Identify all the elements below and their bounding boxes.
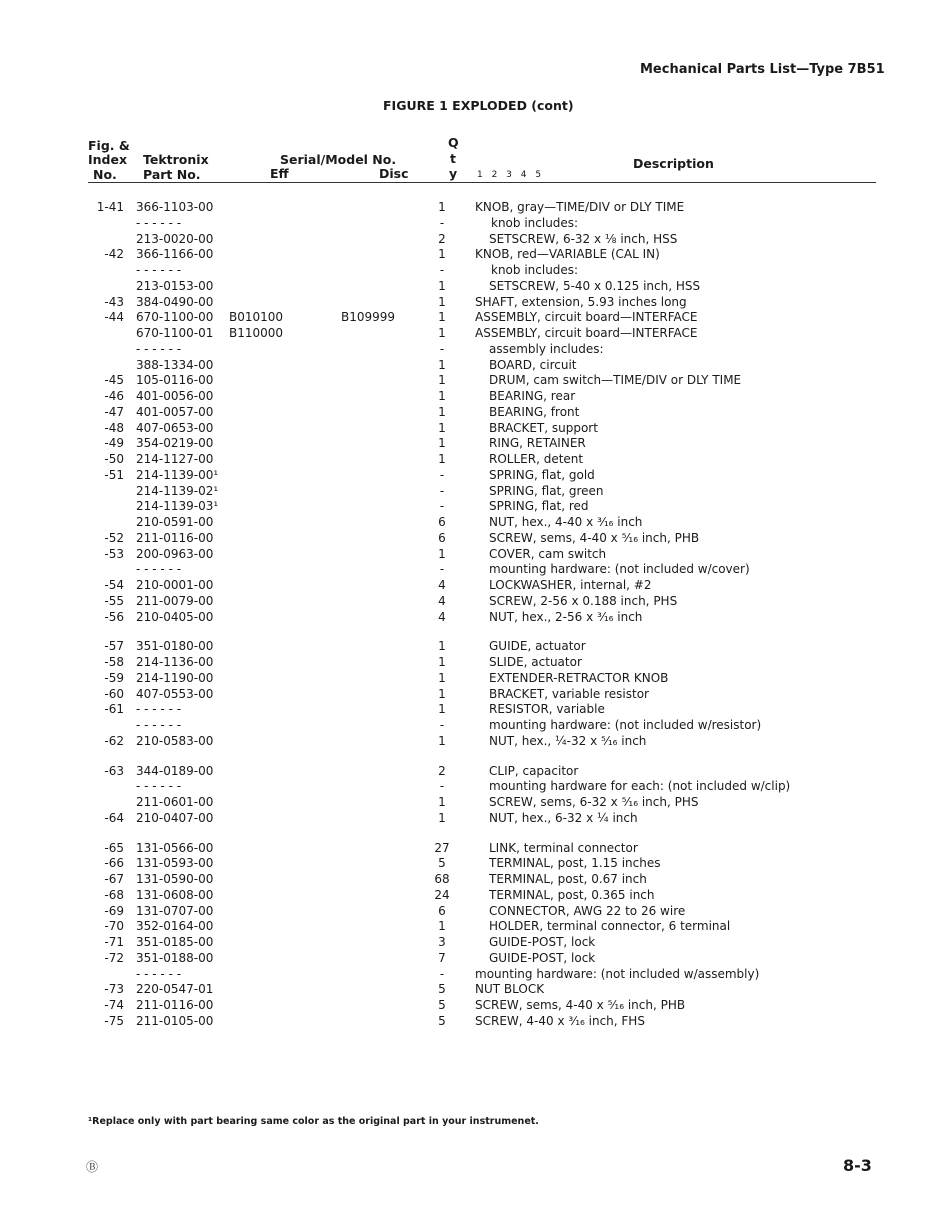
row-description: mounting hardware: (not included w/assembly) — [475, 966, 760, 981]
col-eff: Eff — [270, 166, 289, 181]
row-description: assembly includes: — [489, 341, 604, 356]
row-part-number: 344-0189-00 — [136, 763, 214, 778]
row-quantity: 1 — [438, 247, 446, 262]
row-quantity: 1 — [438, 294, 446, 309]
row-index: -45 — [104, 373, 124, 388]
row-description: KNOB, red—VARIABLE (CAL IN) — [475, 247, 660, 262]
row-description: SLIDE, actuator — [489, 655, 582, 669]
row-quantity: 1 — [438, 733, 446, 748]
row-description: SPRING, flat, green — [489, 483, 604, 498]
table-row — [88, 841, 878, 856]
row-description: mounting hardware: (not included w/cover) — [489, 562, 750, 577]
row-quantity: 5 — [438, 998, 446, 1012]
row-part-number: 105-0116-00 — [136, 373, 214, 388]
row-quantity: - — [439, 499, 445, 514]
row-description: knob includes: — [491, 263, 579, 277]
row-description: SCREW, sems, 6-32 x ⁵⁄₁₆ inch, PHS — [489, 795, 699, 809]
row-quantity: 68 — [434, 872, 450, 886]
table-row — [88, 232, 878, 247]
row-part-number: 214-1139-03¹ — [136, 499, 219, 514]
row-part-number: 401-0056-00 — [136, 389, 214, 403]
table-row — [88, 764, 878, 779]
row-description: RING, RETAINER — [489, 436, 586, 451]
qty-indent-digits: 1 2 3 4 5 — [477, 170, 545, 180]
row-index: -50 — [104, 452, 124, 466]
row-description: GUIDE, actuator — [489, 639, 586, 654]
row-description: RESISTOR, variable — [489, 702, 605, 717]
col-tektronix-line1: Tektronix — [143, 152, 209, 167]
table-row — [88, 734, 878, 749]
row-quantity: 7 — [438, 950, 446, 965]
row-quantity: 1 — [438, 373, 446, 388]
row-quantity: 1 — [438, 436, 446, 451]
row-description: LOCKWASHER, internal, #2 — [489, 578, 652, 592]
table-row — [88, 405, 878, 420]
row-part-number: 351-0180-00 — [136, 639, 214, 654]
row-quantity: 5 — [438, 1013, 446, 1028]
col-fig-index-line1: Fig. & — [88, 138, 130, 153]
row-index: -42 — [104, 247, 124, 262]
row-quantity: 1 — [438, 686, 446, 701]
row-part-number: 131-0707-00 — [136, 903, 214, 918]
table-row — [88, 872, 878, 887]
row-index: -60 — [104, 686, 124, 701]
header-title: Mechanical Parts List—Type 7B51 — [640, 62, 885, 77]
row-part-number: 210-0405-00 — [136, 609, 214, 624]
row-part-number: 366-1166-00 — [136, 247, 214, 262]
table-row — [88, 515, 878, 530]
row-quantity: 24 — [434, 887, 450, 902]
row-index: -63 — [104, 763, 124, 778]
row-part-number: 211-0079-00 — [136, 593, 214, 608]
col-description: Description — [633, 156, 714, 171]
figure-title: FIGURE 1 EXPLODED (cont) — [383, 98, 574, 113]
row-quantity: 2 — [438, 763, 446, 778]
row-part-number: 366-1103-00 — [136, 200, 214, 214]
row-part-number: 131-0593-00 — [136, 856, 214, 871]
row-index: -53 — [104, 546, 124, 561]
row-index: -52 — [104, 530, 124, 545]
row-part-number: 211-0116-00 — [136, 530, 214, 545]
col-tektronix-line2: Part No. — [143, 167, 201, 182]
col-qty-t: t — [450, 151, 456, 166]
row-quantity: 1 — [438, 278, 446, 293]
row-description: SCREW, 4-40 x ³⁄₁₆ inch, FHS — [475, 1013, 645, 1028]
row-part-number: 210-0001-00 — [136, 578, 214, 592]
row-part-number: 211-0116-00 — [136, 998, 214, 1012]
row-part-number: 351-0188-00 — [136, 950, 214, 965]
row-description: mounting hardware: (not included w/resistor) — [489, 718, 762, 732]
row-index: -67 — [104, 872, 124, 886]
table-row — [88, 578, 878, 593]
row-part-number: 220-0547-01 — [136, 982, 214, 997]
row-description: ROLLER, detent — [489, 452, 584, 466]
row-description: SETSCREW, 6-32 x ⅛ inch, HSS — [489, 231, 678, 246]
row-quantity: - — [439, 779, 445, 794]
row-quantity: 1 — [438, 326, 446, 340]
row-quantity: 1 — [438, 810, 446, 825]
table-row — [88, 904, 878, 919]
row-description: GUIDE-POST, lock — [489, 935, 596, 949]
row-serial-disc: B109999 — [341, 310, 396, 325]
row-quantity: - — [439, 718, 445, 732]
row-quantity: 4 — [438, 593, 446, 608]
row-part-number: - - - - - - — [136, 562, 182, 577]
row-part-number: 131-0590-00 — [136, 872, 214, 886]
row-part-number: 401-0057-00 — [136, 404, 214, 419]
row-index: -58 — [104, 655, 124, 669]
table-row — [88, 795, 878, 810]
row-index: -54 — [104, 578, 124, 592]
row-quantity: 1 — [438, 795, 446, 809]
row-index: -47 — [104, 404, 124, 419]
row-index: -48 — [104, 420, 124, 435]
row-quantity: 5 — [438, 856, 446, 871]
row-description: SPRING, flat, red — [489, 499, 589, 514]
row-part-number: 407-0553-00 — [136, 686, 214, 701]
table-row — [88, 216, 878, 231]
row-index: -59 — [104, 670, 124, 685]
table-row — [88, 702, 878, 717]
row-description: GUIDE-POST, lock — [489, 950, 596, 965]
table-row — [88, 856, 878, 871]
row-index: -72 — [104, 950, 124, 965]
table-row — [88, 1014, 878, 1029]
table-row — [88, 436, 878, 451]
row-part-number: - - - - - - — [136, 718, 182, 732]
row-description: NUT, hex., ¼-32 x ⁵⁄₁₆ inch — [489, 733, 647, 748]
row-quantity: 4 — [438, 609, 446, 624]
row-quantity: 1 — [438, 357, 446, 372]
row-index: -66 — [104, 856, 124, 871]
table-row — [88, 967, 878, 982]
table-row — [88, 389, 878, 404]
row-quantity: 6 — [438, 530, 446, 545]
header-rule — [88, 182, 876, 183]
row-quantity: 1 — [438, 452, 446, 466]
col-serial: Serial/Model No. — [280, 152, 397, 167]
table-row — [88, 779, 878, 794]
row-index: -73 — [104, 982, 124, 997]
row-index: -55 — [104, 593, 124, 608]
row-part-number: 210-0407-00 — [136, 810, 214, 825]
row-quantity: 27 — [434, 840, 450, 855]
table-row — [88, 326, 878, 341]
row-index: -57 — [104, 639, 124, 654]
row-index: -68 — [104, 887, 124, 902]
row-quantity: - — [439, 966, 445, 981]
row-index: -56 — [104, 609, 124, 624]
row-description: NUT, hex., 2-56 x ³⁄₁₆ inch — [489, 609, 643, 624]
row-index: -70 — [104, 919, 124, 934]
row-description: TERMINAL, post, 0.365 inch — [489, 887, 655, 902]
row-description: SCREW, sems, 4-40 x ⁵⁄₁₆ inch, PHB — [475, 998, 686, 1012]
row-description: BEARING, front — [489, 404, 580, 419]
row-quantity: - — [439, 562, 445, 577]
row-index: -61 — [104, 702, 124, 717]
table-row — [88, 935, 878, 950]
row-part-number: 211-0601-00 — [136, 795, 214, 809]
table-row — [88, 610, 878, 625]
row-description: CONNECTOR, AWG 22 to 26 wire — [489, 903, 686, 918]
row-quantity: 1 — [438, 639, 446, 654]
row-index: -46 — [104, 389, 124, 403]
row-part-number: 351-0185-00 — [136, 935, 214, 949]
row-index: -44 — [104, 310, 124, 325]
table-row — [88, 671, 878, 686]
revision-mark: Ⓑ — [86, 1160, 99, 1174]
row-description: BRACKET, variable resistor — [489, 686, 649, 701]
row-part-number: 210-0591-00 — [136, 515, 214, 529]
table-row — [88, 499, 878, 514]
row-description: COVER, cam switch — [489, 546, 607, 561]
table-row — [88, 531, 878, 546]
row-quantity: - — [439, 467, 445, 482]
table-row — [88, 951, 878, 966]
col-fig-index-line3: No. — [93, 167, 117, 182]
table-row — [88, 998, 878, 1013]
row-part-number: 213-0020-00 — [136, 231, 214, 246]
row-part-number: 670-1100-01 — [136, 326, 214, 340]
row-description: ASSEMBLY, circuit board—INTERFACE — [475, 310, 698, 325]
row-index: -62 — [104, 733, 124, 748]
table-row — [88, 687, 878, 702]
row-index: -71 — [104, 935, 124, 949]
row-description: BRACKET, support — [489, 420, 598, 435]
row-description: SCREW, sems, 4-40 x ⁵⁄₁₆ inch, PHB — [489, 530, 700, 545]
table-row — [88, 594, 878, 609]
row-description: LINK, terminal connector — [489, 840, 638, 855]
row-description: SCREW, 2-56 x 0.188 inch, PHS — [489, 593, 678, 608]
row-index: 1-41 — [96, 200, 124, 214]
row-part-number: 131-0608-00 — [136, 887, 214, 902]
row-part-number: 131-0566-00 — [136, 840, 214, 855]
page-number: 8-3 — [843, 1156, 872, 1175]
col-disc: Disc — [379, 166, 409, 181]
row-quantity: 1 — [438, 655, 446, 669]
row-quantity: 1 — [438, 420, 446, 435]
row-part-number: 354-0219-00 — [136, 436, 214, 451]
row-part-number: 214-1139-00¹ — [136, 467, 219, 482]
row-description: SPRING, flat, gold — [489, 467, 595, 482]
row-quantity: 1 — [438, 404, 446, 419]
row-quantity: 6 — [438, 515, 446, 529]
row-part-number: 214-1136-00 — [136, 655, 214, 669]
table-row — [88, 200, 878, 215]
row-part-number: 670-1100-00 — [136, 310, 214, 325]
table-row — [88, 468, 878, 483]
row-quantity: 5 — [438, 982, 446, 997]
row-quantity: 1 — [438, 546, 446, 561]
col-qty-y: y — [449, 166, 458, 181]
row-description: NUT BLOCK — [475, 982, 545, 997]
row-description: BOARD, circuit — [489, 357, 577, 372]
row-part-number: 384-0490-00 — [136, 294, 214, 309]
table-row — [88, 562, 878, 577]
row-description: NUT, hex., 6-32 x ¼ inch — [489, 810, 638, 825]
row-part-number: - - - - - - — [136, 702, 182, 717]
table-row — [88, 342, 878, 357]
col-fig-index-line2: Index — [88, 152, 128, 167]
table-row — [88, 718, 878, 733]
row-index: -64 — [104, 810, 124, 825]
table-row — [88, 247, 878, 262]
row-part-number: - - - - - - — [136, 779, 182, 794]
row-quantity: 1 — [438, 310, 446, 325]
row-index: -51 — [104, 467, 124, 482]
row-part-number: 214-1190-00 — [136, 670, 214, 685]
row-description: mounting hardware for each: (not included w/clip) — [489, 779, 791, 794]
row-description: CLIP, capacitor — [489, 763, 579, 778]
row-description: ASSEMBLY, circuit board—INTERFACE — [475, 326, 698, 340]
row-quantity: 1 — [438, 919, 446, 934]
row-part-number: - - - - - - — [136, 341, 182, 356]
row-quantity: 3 — [438, 935, 446, 949]
table-row — [88, 279, 878, 294]
table-row — [88, 358, 878, 373]
row-part-number: 200-0963-00 — [136, 546, 214, 561]
row-index: -74 — [104, 998, 124, 1012]
row-index: -43 — [104, 294, 124, 309]
row-part-number: 214-1139-02¹ — [136, 483, 219, 498]
row-part-number: - - - - - - — [136, 966, 182, 981]
table-row — [88, 484, 878, 499]
row-quantity: - — [439, 483, 445, 498]
row-description: SETSCREW, 5-40 x 0.125 inch, HSS — [489, 278, 701, 293]
table-row — [88, 421, 878, 436]
row-description: knob includes: — [491, 215, 579, 230]
row-index: -69 — [104, 903, 124, 918]
row-serial-eff: B010100 — [229, 310, 284, 325]
table-row — [88, 295, 878, 310]
row-part-number: 352-0164-00 — [136, 919, 214, 934]
row-quantity: - — [439, 215, 445, 230]
table-row — [88, 982, 878, 997]
row-quantity: 2 — [438, 231, 446, 246]
col-qty-q: Q — [448, 135, 459, 150]
row-part-number: 388-1334-00 — [136, 357, 214, 372]
row-serial-eff: B110000 — [229, 326, 284, 340]
table-row — [88, 373, 878, 388]
table-row — [88, 310, 878, 325]
row-index: -65 — [104, 840, 124, 855]
row-description: BEARING, rear — [489, 389, 576, 403]
row-index: -49 — [104, 436, 124, 451]
table-row — [88, 888, 878, 903]
row-description: EXTENDER-RETRACTOR KNOB — [489, 670, 669, 685]
row-part-number: - - - - - - — [136, 263, 182, 277]
row-description: NUT, hex., 4-40 x ³⁄₁₆ inch — [489, 515, 643, 529]
row-quantity: - — [439, 263, 445, 277]
row-quantity: 1 — [438, 702, 446, 717]
table-row — [88, 263, 878, 278]
table-row — [88, 452, 878, 467]
row-description: DRUM, cam switch—TIME/DIV or DLY TIME — [489, 373, 742, 388]
row-description: TERMINAL, post, 0.67 inch — [489, 872, 647, 886]
row-part-number: 213-0153-00 — [136, 278, 214, 293]
row-quantity: 6 — [438, 903, 446, 918]
row-description: SHAFT, extension, 5.93 inches long — [475, 294, 687, 309]
row-quantity: 4 — [438, 578, 446, 592]
table-row — [88, 811, 878, 826]
table-row — [88, 919, 878, 934]
row-quantity: 1 — [438, 200, 446, 214]
row-quantity: 1 — [438, 389, 446, 403]
row-quantity: 1 — [438, 670, 446, 685]
row-part-number: 210-0583-00 — [136, 733, 214, 748]
table-row — [88, 547, 878, 562]
table-row — [88, 655, 878, 670]
row-index: -75 — [104, 1013, 124, 1028]
footnote: ¹Replace only with part bearing same color as the original part in your instrumenet. — [88, 1116, 539, 1127]
row-part-number: 211-0105-00 — [136, 1013, 214, 1028]
row-part-number: 214-1127-00 — [136, 452, 214, 466]
row-description: TERMINAL, post, 1.15 inches — [489, 856, 661, 871]
row-quantity: - — [439, 341, 445, 356]
row-description: HOLDER, terminal connector, 6 terminal — [489, 919, 731, 934]
row-description: KNOB, gray—TIME/DIV or DLY TIME — [475, 200, 685, 214]
table-row — [88, 639, 878, 654]
row-part-number: - - - - - - — [136, 215, 182, 230]
row-part-number: 407-0653-00 — [136, 420, 214, 435]
